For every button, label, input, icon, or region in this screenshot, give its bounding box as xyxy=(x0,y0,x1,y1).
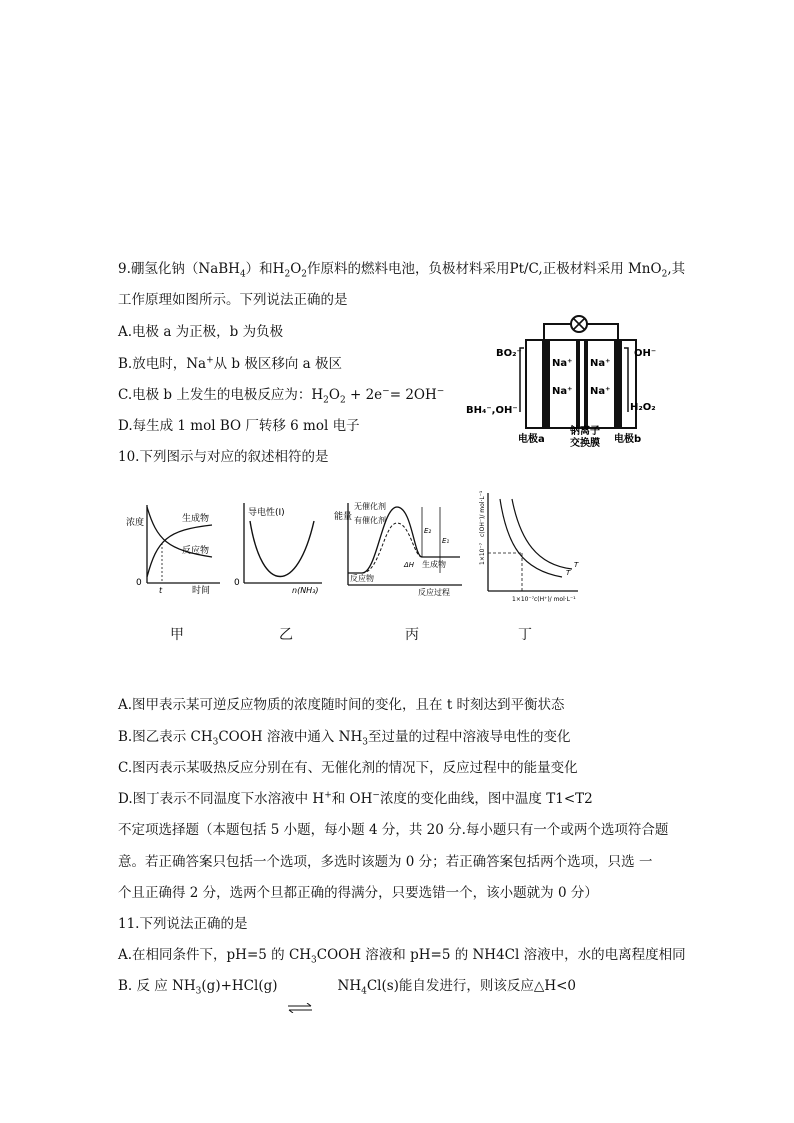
graph-bing-ylabel: 能量 xyxy=(334,512,353,522)
graph-yi-xlabel: n(NH₃) xyxy=(292,586,319,595)
q9-line-2: 工作原理如图所示。下列说法正确的是 xyxy=(118,292,348,308)
fuel-cell-diagram xyxy=(466,310,666,455)
h2o2-label: H₂O₂ xyxy=(630,402,656,413)
label-jia: 甲 xyxy=(170,627,184,643)
graph-bing-reactant: 反应物 xyxy=(350,574,374,583)
svg-text:T: T xyxy=(574,561,579,569)
q11-option-b: B. 反 应 $NH_3(g)+HCl(g)$ $NH_4Cl(s)$能自发进行，则该反应△H<0 xyxy=(118,978,576,997)
q9-option-d: D.每生成 1 mol BO 厂转移 6 mol 电子 xyxy=(118,418,360,434)
graph-ding-ylabel: c(OH⁻)/ mol·L⁻¹ xyxy=(479,490,486,537)
label-ding: 丁 xyxy=(518,627,532,643)
label-yi: 乙 xyxy=(279,627,293,643)
q10-option-c: C.图丙表示某吸热反应分别在有、无催化剂的情况下，反应过程中的能量变化 xyxy=(118,760,578,776)
label-bing: 丙 xyxy=(405,627,419,643)
bo2-label: BO₂⁻ xyxy=(496,348,522,359)
graph-bing-xlabel: 反应过程 xyxy=(418,588,450,597)
q10-option-b: B.图乙表示 $CH_3COOH$ 溶液中通入 $NH_3$至过量的过程中溶液导电性的变化 xyxy=(118,729,571,748)
svg-text:ΔH: ΔH xyxy=(404,561,415,569)
equilibrium-arrow-icon xyxy=(287,1003,313,1013)
graph-jia-xlabel: 时间 xyxy=(192,586,211,596)
na-label: Na⁺ xyxy=(590,358,611,369)
section-line-2: 意。若正确答案只包括一个选项，多选时该题为 0 分；若正确答案包括两个选项，只选 一 xyxy=(118,854,653,870)
q10-option-d: D.图丁表示不同温度下水溶液中 H+和 OH−浓度的变化曲线，图中温度 T1<T2 xyxy=(118,790,593,807)
na-label: Na⁺ xyxy=(552,358,573,369)
electrode-b-label: 电极b xyxy=(614,434,642,445)
q11-stem: 11.下列说法正确的是 xyxy=(118,916,248,932)
svg-text:1×10⁻⁷: 1×10⁻⁷ xyxy=(512,596,535,603)
membrane-label-1: 钠离子 xyxy=(570,426,600,437)
section-line-3: 个且正确得 2 分，选两个旦都正确的得满分，只要选错一个，该小题就为 0 分） xyxy=(118,885,598,901)
svg-text:t: t xyxy=(159,586,163,595)
electrode-a-label: 电极a xyxy=(518,434,545,445)
na-label: Na⁺ xyxy=(552,386,573,397)
svg-text:T: T xyxy=(566,569,571,577)
q10-graphs xyxy=(122,485,582,645)
graph-yi-ylabel: 导电性(I) xyxy=(248,508,285,518)
q10-stem: 10.下列图示与对应的叙述相符的是 xyxy=(118,449,329,465)
q10-option-a: A.图甲表示某可逆反应物质的浓度随时间的变化，且在 t 时刻达到平衡状态 xyxy=(118,697,565,713)
graph-jia xyxy=(126,505,220,596)
svg-text:0: 0 xyxy=(234,578,240,588)
bh4-oh-label: BH₄⁻,OH⁻ xyxy=(466,405,518,416)
q9-option-a: A.电极 a 为正极，b 为负极 xyxy=(118,324,284,340)
electrode-a xyxy=(542,340,550,428)
svg-text:有催化剂: 有催化剂 xyxy=(354,516,386,525)
q11-option-a: A.在相同条件下，pH=5 的 $CH_3COOH$ 溶液和 pH=5 的 NH4Cl 溶液中，水的电离程度相同 xyxy=(118,947,686,966)
q9-option-c: C.电极 b 上发生的电极反应为：$H_2O_2 + 2e^-= 2OH^-$ xyxy=(118,386,445,406)
graph-jia-product: 生成物 xyxy=(182,514,210,524)
electrode-b xyxy=(614,340,622,428)
graph-ding xyxy=(479,490,579,603)
na-label: Na⁺ xyxy=(590,386,611,397)
membrane-label-2: 交换膜 xyxy=(570,438,600,449)
section-line-1: 不定项选择题（本题包括 5 小题，每小题 4 分，共 20 分.每小题只有一个或两个选项符合题 xyxy=(118,822,669,838)
svg-text:E₁: E₁ xyxy=(442,537,450,545)
graph-ding-xlabel: c(H⁺)/ mol·L⁻¹ xyxy=(534,596,576,603)
svg-text:E₂: E₂ xyxy=(424,527,432,535)
graph-bing-product: 生成物 xyxy=(422,560,446,569)
q9-option-b: B.放电时，Na+从 b 极区移向 a 极区 xyxy=(118,355,342,372)
oh-label: OH⁻ xyxy=(634,348,657,359)
graph-jia-reactant: 反应物 xyxy=(182,546,210,556)
svg-text:0: 0 xyxy=(136,578,142,588)
svg-text:1×10⁻⁷: 1×10⁻⁷ xyxy=(479,542,486,565)
graph-jia-ylabel: 浓度 xyxy=(126,518,145,528)
graph-yi xyxy=(234,503,322,595)
q9-line-1: 9.硼氢化钠（NaBH$_4$）和$H_2O_2$作原料的燃料电池，负极材料采用Pt/C,正极材料采用 MnO$_2$,其 xyxy=(118,261,686,280)
graph-bing xyxy=(334,501,462,597)
svg-text:无催化剂: 无催化剂 xyxy=(354,502,386,511)
